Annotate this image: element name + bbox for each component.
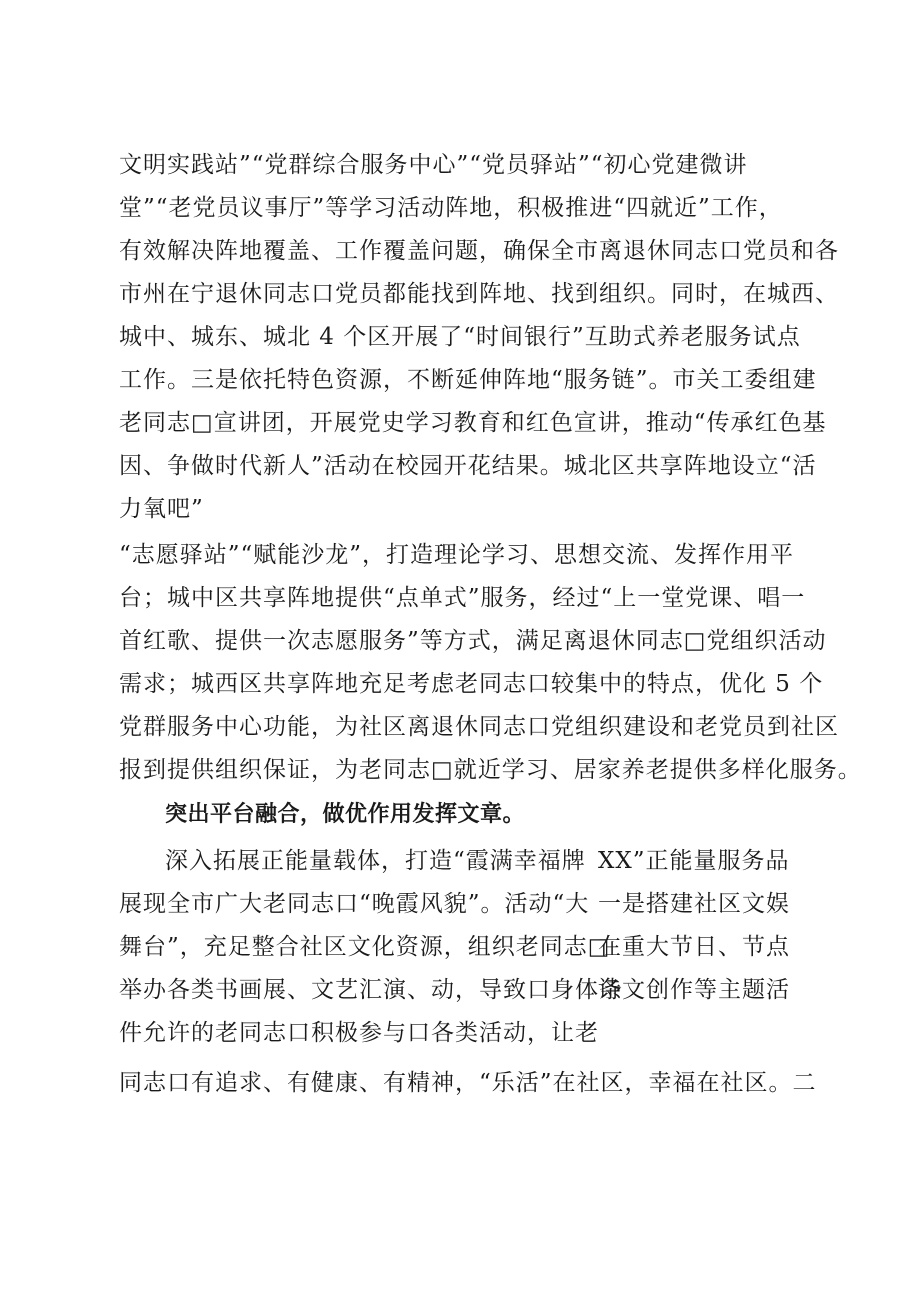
left-column-line: 举办各类书画展、文艺汇演、动，导致口身体条	[119, 977, 623, 1003]
body-line: “志愿驿站”“赋能沙龙”，打造理论学习、思想交流、发挥作用平	[119, 542, 795, 568]
body-line: 报到提供组织保证，为老同志□就近学习、居家养老提供多样化服务。	[119, 757, 862, 783]
body-line: 首红歌、提供一次志愿服务”等方式，满足离退休同志□党组织活动	[119, 628, 827, 654]
body-line: 台；城中区共享阵地提供“点单式”服务，经过“上一堂党课、唱一	[119, 585, 806, 611]
body-line: 因、争做时代新人”活动在校园开花结果。城北区共享阵地设立“活	[119, 453, 817, 479]
right-column-line: XX”正能量服务品	[598, 848, 790, 874]
left-column-line: 件允许的老同志口积极参与口各类活动，让老	[119, 1020, 599, 1046]
body-line: 文明实践站”“党群综合服务中心”“党员驿站”“初心党建微讲	[119, 152, 748, 178]
body-line: 力氧吧”	[119, 496, 204, 522]
left-column-line: 深入拓展正能量载体，打造“霞满幸福牌	[165, 848, 586, 874]
body-line: 工作。三是依托特色资源，不断延伸阵地“服务链”。市关工委组建	[119, 367, 817, 393]
body-line: 堂”“老党员议事厅”等学习活动阵地，积极推进“四就近”工作，	[119, 195, 783, 221]
left-column-line: 展现全市广大老同志口“晚霞风貌”。活动“大	[119, 891, 590, 917]
body-line: 城中、城东、城北 4 个区开展了“时间银行”互助式养老服务试点	[119, 324, 801, 350]
right-column-line: 一是搭建社区文娱	[598, 891, 790, 917]
body-line: 需求；城西区共享阵地充足考虑老同志口较集中的特点，优化 5 个	[119, 671, 824, 697]
body-line: 党群服务中心功能，为社区离退休同志口党组织建设和老党员到社区	[119, 714, 839, 740]
left-column-line: 舞台”，充足整合社区文化资源，组织老同志□	[119, 934, 611, 960]
right-column-line: 诗文创作等主题活	[598, 977, 790, 1003]
right-column-line: 在重大节日、节点	[598, 934, 790, 960]
body-line: 老同志□宣讲团，开展党史学习教育和红色宣讲，推动“传承红色基	[119, 410, 827, 436]
body-line: 有效解决阵地覆盖、工作覆盖问题，确保全市离退休同志口党员和各	[119, 238, 839, 264]
body-line: 同志口有追求、有健康、有精神，“乐活”在社区，幸福在社区。二	[119, 1070, 817, 1096]
body-line: 市州在宁退休同志口党员都能找到阵地、找到组织。同时，在城西、	[119, 281, 839, 307]
section-heading: 突出平台融合，做优作用发挥文章。	[165, 802, 526, 827]
